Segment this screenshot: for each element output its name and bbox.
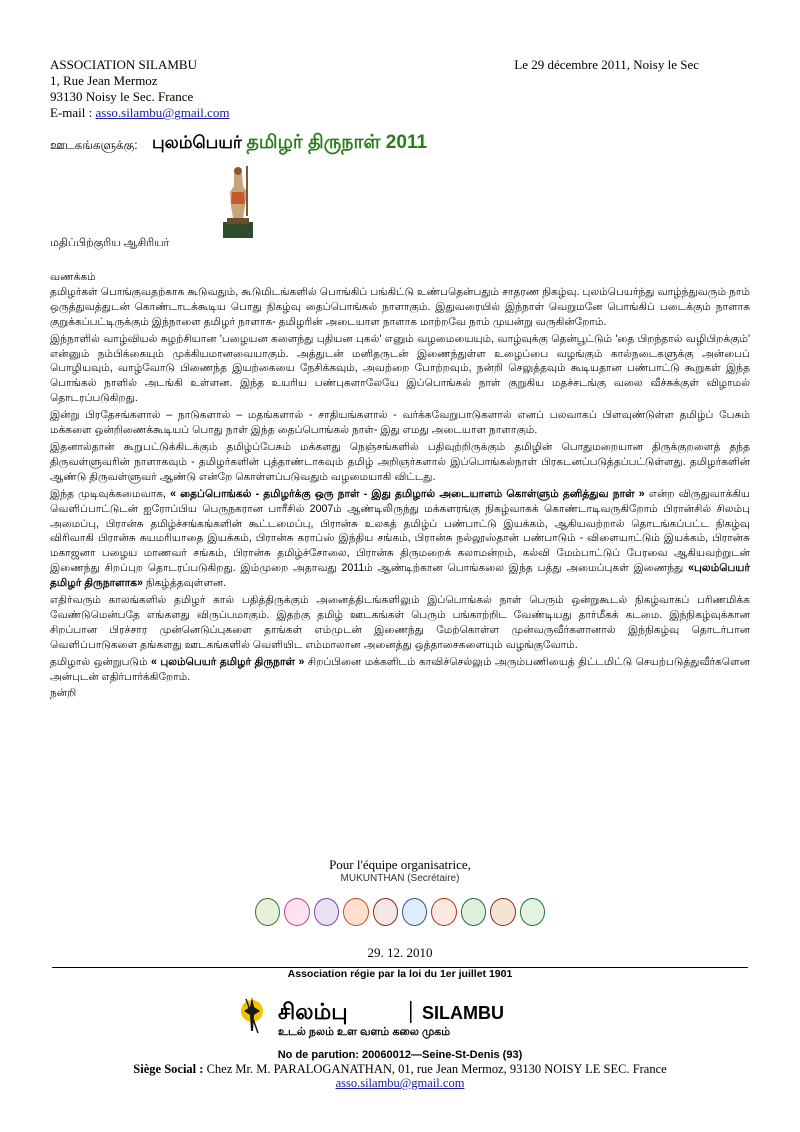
motto: « தைப்பொங்கல் - தமிழர்க்கு ஒரு நாள் - இது தமிழால் அடையாளம் கொள்ளும் தனித்துவ நாள் » [170, 487, 645, 500]
greeting: வணக்கம் [50, 271, 96, 283]
partner-logo-8 [461, 898, 486, 926]
event-banner [152, 132, 427, 156]
partner-logo-5 [373, 898, 398, 926]
footer-email-link[interactable]: asso.silambu@gmail.com [335, 1076, 465, 1090]
partner-logo-7 [431, 898, 456, 926]
letter-body [50, 270, 750, 703]
signature-line: Pour l'équipe organisatrice, [329, 857, 471, 872]
salutation: மதிப்பிற்குரிய ஆசிரியர் [50, 237, 170, 249]
paragraph-5: இந்த முடிவுக்கமைவாக, « தைப்பொங்கல் - தமிழர்க்கு ஒரு நாள் - இது தமிழால் அடையாளம் கொள்ளும் தனித்துவ நாள் » என்ற விருதுவாக்கிய வெளிப்பாட்டுடன் ஐரோப்பிய பெருநகரான பாரீசில் 2007ம் ஆண்டிலிருந்து மக்களரங்கு நிகழ்வாகக் கொண்டாடிவருகிறோம் பிரான்சில் சிலம்பு அமைப்பு, பிரான்சு தமிழ்ச்சங்கங்களின் கூட்டமைப்பு, பிரான்சு உலகத் தமிழ்ப் பண்பாட்டு இயக்கம், ஆகியவற்றால் தொடங்கப்பட்ட நிகழ்வு விரிவாகி பிரான்சு சுயமரியாதை இயக்கம், பிரான்சு கராப்ஸ் இந்திய சங்கம், பிரான்சு நல்லூஸ்தான் பண்பாடும் - விளையாட்டும் இயக்கம், பிரான்சு மகாஜனா பழைய மாணவர் சங்கம், பிரான்சு தமிழ்ச்சோலை, பிரான்சு திருமறைக் கலாமன்றம், கல்வி மேம்பாட்டுப் பேரவை ஆகியவற்றுடன் இணைந்து சிறப்புற தொடரப்படுகிறது. இம்முறை அதாவது 2011ம் ஆண்டிற்கான பொங்கலை இந்த பத்து அமைப்புகள் இணைந்து «புலம்பெயர் தமிழர் திருநாளாக» நிகழ்த்தவுள்ளன. [50, 487, 750, 590]
email-line: E-mail : asso.silambu@gmail.com [50, 105, 230, 120]
banner-part1: புலம்பெயர் [152, 133, 242, 152]
signature-date: 29. 12. 2010 [367, 945, 433, 960]
paragraph-6: எதிர்வரும் காலங்களில் தமிழர் கால் பதித்திருக்கும் அனைத்திடங்களிலும் இப்பொங்கல் நாள் பெரும் ஒன்றுகூடல் நிகழ்வாகப் பரிணமிக்க வேண்டுமென்பதே எங்களது விருப்பமாகும். இதற்கு தமிழ் ஊடகங்கள் பெரும் பங்காற்றிட வேண்டியது தார்மீகக் கடமை. இந்நிகழ்வுக்கான சிறப்பான பிரச்சார முன்னெடுப்புகளை தாங்கள் எம்முடன் இணைந்து மேற்கொள்ள முன்வருவீர்களானால் இந்நிகழ்வு தொடர்பான வெளிப்பாடுகளை தங்களது ஊடகங்களில் வெளியிட எம்மாலான அனைத்து ஒத்தாசைகளையும் வழங்குவோம். [50, 594, 750, 651]
partner-logo-3 [314, 898, 339, 926]
silambu-logo-latin: SILAMBU [422, 1003, 504, 1023]
footer-email [0, 1076, 800, 1091]
silambu-logo-tagline: உடல் நலம் உள வளம் கலை முகம் [278, 1026, 451, 1038]
partner-logo-10 [520, 898, 545, 926]
partner-logo-4 [343, 898, 368, 926]
event-name-bold-2: « புலம்பெயர் தமிழர் திருநாள் » [151, 655, 305, 668]
partner-logo-6 [402, 898, 427, 926]
partner-logo-1 [255, 898, 280, 926]
paragraph-7: தமிழால் ஒன்றுபடும் « புலம்பெயர் தமிழர் திருநாள் » சிறப்பினை மக்களிடம் காவிச்செல்லும் அரும்பணியைத் திட்டமிட்டு செயற்படுத்துவீர்களென அன்புடன் எதிர்பார்க்கிறோம். [50, 655, 750, 683]
paragraph-1: தமிழர்கள் பொங்குவதற்காக கூடுவதும், கூடுமிடங்களில் பொங்கிப் பங்கிட்டு உண்பதென்பதும் சாதரண நிகழ்வு. புலம்பெயர்ந்து வாழ்ந்துவரும் நாம் ஒருத்துவத்துடன் கொண்டாடக்கூடிய பொது நிகழ்வு தைப்பொங்கல் நாளாகும். இதுவரையில் இந்நாள் வெறுமனே பொங்கிப் படைக்கும் நாளாக குறுக்கப்பட்டிருக்கும் இந்நாளை தமிழர் நாளாக- தமிழரின் அடையாள நாளாக மாற்றவே நாம் முயன்று வருகின்றோம். [50, 285, 750, 328]
address-line-2: 93130 Noisy le Sec. France [50, 89, 194, 104]
partner-logo-9 [490, 898, 515, 926]
legal-status: Association régie par la loi du 1er juillet 1901 [287, 968, 513, 980]
thanks: நன்றி [50, 687, 77, 700]
header-email-link[interactable]: asso.silambu@gmail.com [95, 105, 230, 120]
event-name-bold: «புலம்பெயர் தமிழர் திருநாளாக» [50, 562, 750, 590]
paragraph-4: இதனால்தான் கூறுபட்டுக்கிடக்கும் தமிழ்ப்பேசும் மக்களது நெஞ்சங்களில் பதிவுற்றிருக்கும் தமிழின் பொதுமறையான திருக்குறளைத் தந்த திருவள்ளுவரின் நாளாகவும் - தமிழர்களின் புத்தாண்டாகவும் தமிழ் அறிஞர்களால் இப்பொங்கல்நாள் பிரகடனப்படுத்தப்பட்டுள்ளது. தமிழர்களின் ஆண்டு திருவள்ளுவர் ஆண்டு என்றே கொள்ளப்படுவதும் வழமையாகி விட்டது. [50, 440, 750, 483]
paragraph-3: இன்று பிரதேசங்களால் – நாடுகளால் – மதங்களால் - சாதியங்களால் - வர்க்கவேறுபாடுகளால் எனப் பலவாகப் பிளவுண்டுள்ள தமிழ்ப் பேசும் மக்களை ஒன்றிணைக்கூடியப் பொது நாள் இந்த தைப்பொங்கல் நாள்- இது எமது அடையாள நாளாகும். [50, 409, 750, 437]
media-label: ஊடகங்களுக்கு: [50, 138, 138, 152]
org-name: ASSOCIATION SILAMBU [50, 57, 197, 72]
partner-logo-2 [284, 898, 309, 926]
partner-logos [255, 898, 545, 932]
statue-image [213, 162, 263, 240]
sender-address [50, 57, 230, 121]
head-office: Siège Social : Chez Mr. M. PARALOGANATHAN, 01, rue Jean Mermoz, 93130 NOISY LE SEC. France [133, 1062, 667, 1076]
letter-date: Le 29 décembre 2011, Noisy le Sec [514, 57, 699, 72]
publication-number: No de parution: 20060012—Seine-St-Denis (93) [277, 1049, 523, 1061]
silambu-logo-tamil: சிலம்பு [278, 999, 348, 1024]
address-line-1: 1, Rue Jean Mermoz [50, 73, 158, 88]
banner-part2: தமிழர் திருநாள் 2011 [246, 132, 428, 153]
signature-name-role: MUKUNTHAN (Secrétaire) [340, 873, 460, 884]
paragraph-2: இந்நாளில் வாழ்வியல் சுழற்சியான 'பழையன களைந்து புதியன புகல்' எனும் வழமையையும், வாழ்வுக்கு தென்பூட்டும் 'தை பிறந்தால் வழிபிறக்கும்' என்னும் நம்பிக்கையும் முக்கியமானவையாகும். அத்துடன் மனிதருடன் இணைந்துள்ள உழைப்பை வழங்கும் கால்நடைகளுக்கு அன்பைப் பொழியவும், வாழ்வோடு பிணைந்த இயற்கையை நேசிக்கவும், அவற்றை போற்றவும், நன்றி செலுத்தவும் கூடியதான பண்பாட்டு கூறுகள் இந்த பொங்கல் நாளில் அடங்கி உள்ளன. இந்த உயரிய பண்புகளாலேயே இப்பொங்கல் நாள் குறுகிய மதச்சடங்கு வலை வீச்சுக்குள் விழாமல் தொடரப்படுகிறது. [50, 332, 750, 405]
silambu-logo [240, 993, 550, 1039]
